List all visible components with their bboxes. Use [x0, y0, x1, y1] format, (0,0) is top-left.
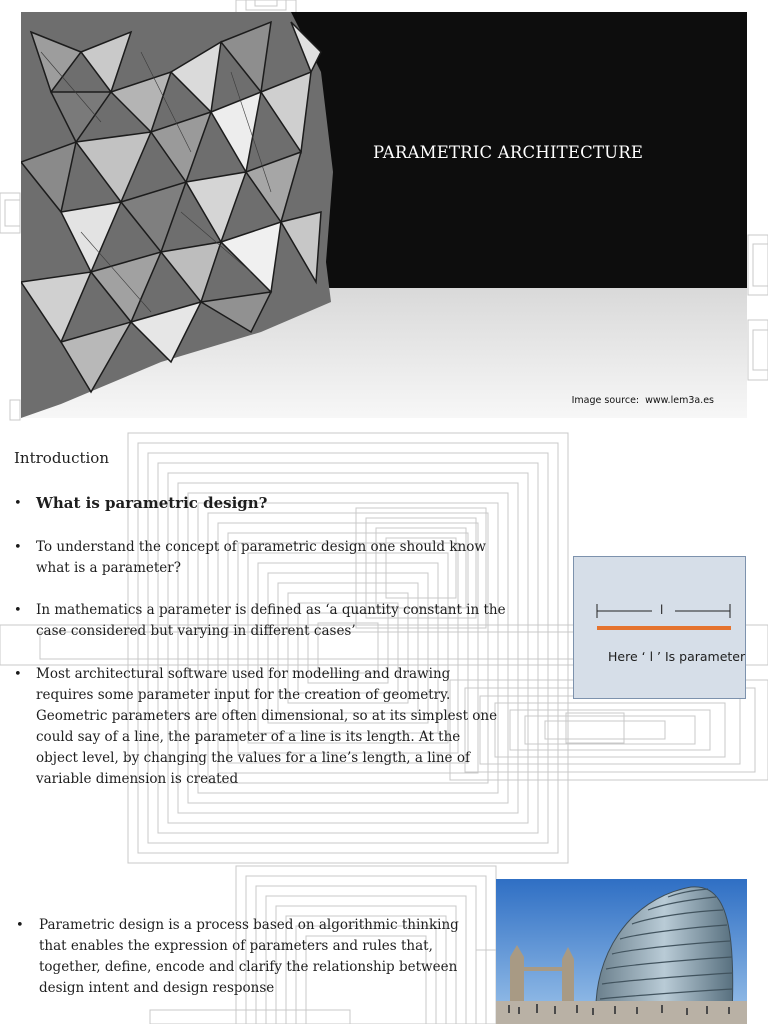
bullet-marker: • [14, 603, 22, 618]
paragraph-line: case considered but varying in different cases’ [36, 623, 356, 639]
paragraph-line: To understand the concept of parametric design one should know [36, 539, 486, 555]
line-dimension-figure [574, 557, 747, 637]
paragraph-line: together, define, encode and clarify the relationship between [39, 959, 458, 975]
question-heading: What is parametric design? [36, 494, 268, 512]
paragraph-line: what is a parameter? [36, 560, 181, 576]
paragraph-line: requires some parameter input for the creation of geometry. [36, 687, 451, 703]
parameter-label: Here ‘ l ’ Is parameter [608, 649, 746, 664]
image-source-label: Image source: [571, 395, 640, 406]
bullet-marker: • [16, 918, 24, 933]
bullet-paragraph-software [36, 664, 497, 790]
paragraph-line: could say of a line, the parameter of a line is its length. At the [36, 729, 461, 745]
paragraph-line: object level, by changing the values for a line’s length, a line of [36, 750, 470, 766]
parameter-symbol: l [660, 603, 664, 617]
image-source-url: www.lem3a.es [645, 395, 714, 406]
paragraph-line: Geometric parameters are often dimensional, so at its simplest one [36, 708, 498, 724]
paragraph-line: Parametric design is a process based on algorithmic thinking [39, 917, 459, 933]
paragraph-line: that enables the expression of parameters and rules that, [39, 938, 433, 954]
paragraph-line: Most architectural software used for modelling and drawing [36, 666, 451, 682]
paragraph-line: design intent and design response [39, 980, 275, 996]
city-hall-illustration [496, 879, 747, 1024]
bullet-marker: • [14, 496, 22, 511]
bullet-marker: • [14, 540, 22, 555]
paragraph-line: In mathematics a parameter is defined as ‘a quantity constant in the [36, 602, 506, 618]
bullet-paragraph-parametric-design [39, 915, 459, 999]
image-source-caption [572, 395, 714, 406]
origami-facade-image [21, 12, 747, 418]
bullet-paragraph-math-definition [36, 600, 506, 642]
parameter-line-bar [597, 626, 731, 630]
parameter-diagram [573, 556, 746, 699]
city-hall-photo [496, 879, 747, 1024]
paragraph-line: variable dimension is created [36, 771, 239, 787]
bullet-paragraph-parameter-question [36, 537, 486, 579]
bullet-marker: • [14, 667, 22, 682]
introduction-heading: Introduction [14, 449, 109, 467]
presentation-title: PARAMETRIC ARCHITECTURE [373, 143, 644, 162]
hero-banner [21, 12, 747, 418]
